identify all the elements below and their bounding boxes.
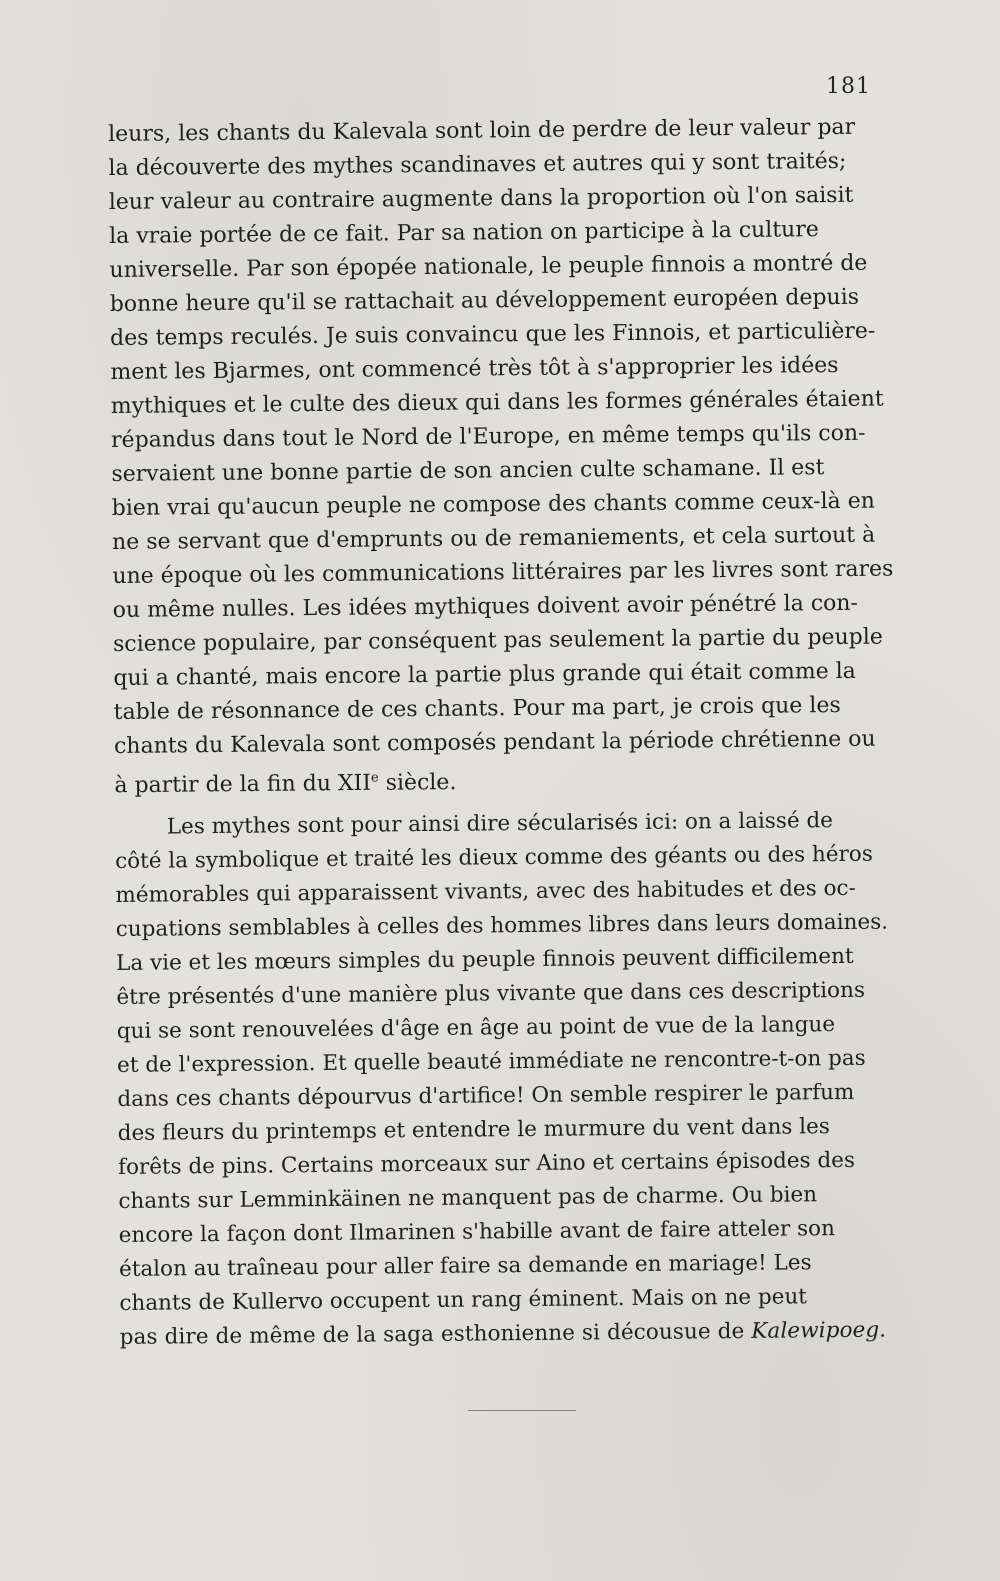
text-line: science populaire, par conséquent pas seulement la partie du peuple [112,624,883,657]
text-line: étalon au traîneau pour aller faire sa demande en mariage! Les [118,1250,812,1283]
line-text-suffix: siècle. [378,770,457,796]
text-line: leurs, les chants du Kalevala sont loin de perdre de leur valeur par [108,114,856,147]
text-line: la vraie portée de ce fait. Par sa nation on participe à la culture [109,217,819,249]
text-line: dans ces chants dépourvus d'artifice! On semble respirer le parfum [117,1080,855,1113]
text-line: chants sur Lemminkäinen ne manquent pas de charme. Ou bien [118,1182,818,1215]
text-line: mémorables qui apparaissent vivants, avec des habitudes et des oc- [115,876,856,909]
text-line-final [114,756,907,803]
text-line: ment les Bjarmes, ont commencé très tôt à s'approprier les idées [110,352,839,385]
text-line: bien vrai qu'aucun peuple ne compose des chants comme ceux-là en [111,488,876,521]
italic-title: Kalewipoeg [751,1317,880,1345]
text-line: chants du Kalevala sont composés pendant la période chrétienne ou [113,726,876,759]
text-line: des fleurs du printemps et entendre le murmure du vent dans les [117,1114,830,1147]
line-text-prefix: à partir de la fin du XII [114,770,372,799]
text-line: côté la symbolique et traité les dieux comme des géants ou des héros [115,842,873,875]
text-line: et de l'expression. Et quelle beauté immédiate ne rencontre-t-on pas [116,1046,866,1079]
superscript-e: e [370,770,379,786]
text-line-final [120,1314,913,1356]
text-line: mythiques et le culte des dieux qui dans les formes générales étaient [110,386,884,419]
paragraph-1 [108,110,908,803]
text-line: La vie et les mœurs simples du peuple finnois peuvent difficilement [115,944,854,977]
text-line: cupations semblables à celles des hommes libres dans leurs domaines. [115,909,889,943]
text-line: qui a chanté, mais encore la partie plus grande qui était comme la [113,658,856,691]
text-line: qui se sont renouvelées d'âge en âge au point de vue de la langue [116,1012,836,1045]
text-line: des temps reculés. Je suis convaincu que les Finnois, et particulière- [109,318,876,351]
text-line: chants de Kullervo occupent un rang éminent. Mais on ne peut [119,1284,808,1317]
text-line: ne se servant que d'emprunts ou de remaniements, et cela surtout à [111,522,876,555]
line-text-prefix: pas dire de même de la saga esthonienne si décousue de [119,1319,752,1351]
line-text-suffix: . [879,1317,887,1343]
text-line: table de résonnance de ces chants. Pour ma part, je crois que les [113,692,841,725]
text-line: encore la façon dont Ilmarinen s'habille avant de faire atteler son [118,1216,836,1249]
text-line: universelle. Par son épopée nationale, le peuple finnois a montré de [109,250,868,283]
text-line: forêts de pins. Certains morceaux sur Aino et certains épisodes des [117,1148,856,1181]
text-line: Les mythes sont pour ainsi dire sécularisés ici: on a laissé de [166,808,834,840]
text-line: une époque où les communications littéraires par les livres sont rares [112,556,894,589]
text-line: ou même nulles. Les idées mythiques doivent avoir pénétré la con- [112,590,859,623]
paragraph-2 [115,804,913,1356]
text-line: répandus dans tout le Nord de l'Europe, en même temps qu'ils con- [110,420,866,453]
text-line: la découverte des mythes scandinaves et autres qui y sont traités; [108,148,847,181]
page-number: 181 [826,74,871,99]
text-line: bonne heure qu'il se rattachait au développement européen depuis [109,284,860,317]
text-line: être présentés d'une manière plus vivante que dans ces descriptions [116,978,866,1011]
text-line: servaient une bonne partie de son ancien culte schamane. Il est [111,455,825,487]
text-line: leur valeur au contraire augmente dans la proportion où l'on saisit [108,182,854,215]
horizontal-rule [468,1410,576,1411]
body-text [108,110,913,1363]
